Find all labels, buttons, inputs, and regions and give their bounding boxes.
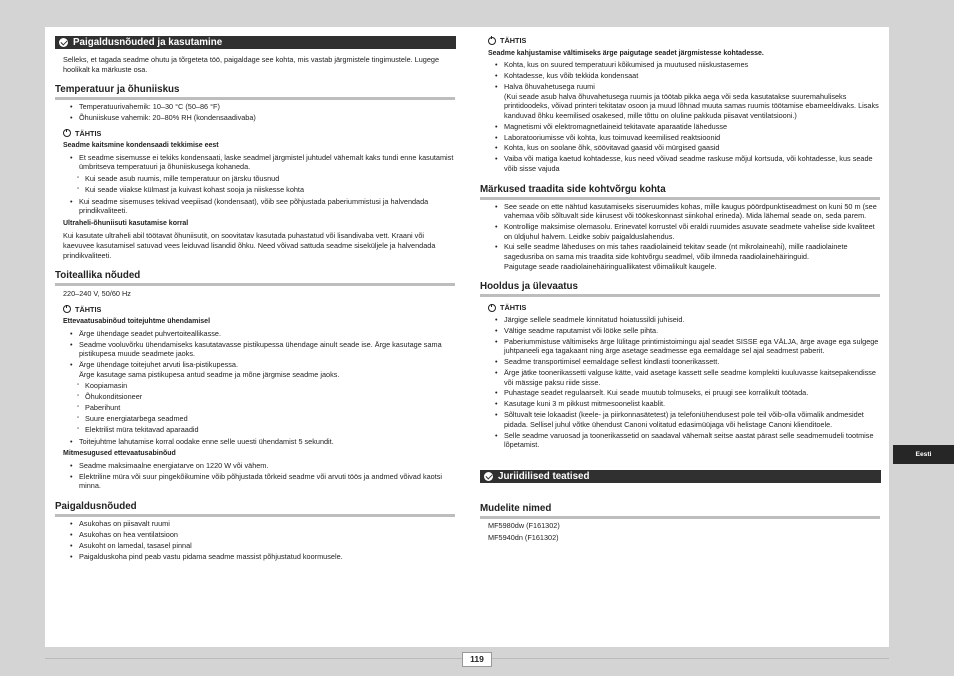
intro-text: Selleks, et tagada seadme ohutu ja tõrgeteta töö, paigaldage see kohta, mis vastab järgmistele tingimustele. Lugege hoolikalt ka märkuste osa.	[63, 55, 440, 74]
heading-temperature: Temperatuur ja õhuniiskus	[55, 84, 455, 100]
list-item: • Kontrollige maksimise olemasolu. Erinevatel korrustel või eraldi ruumides asuvate seadmete vahelise side kvaliteet on üldjuhul halvem. Leidke sobiv paigalduslahendus.	[480, 222, 880, 241]
important-note: TÄHTIS	[63, 305, 455, 315]
list-item: • Ärge jätke toonerikassetti valguse kätte, vaid asetage kassett selle seadme komplekti kuuluvasse kaitsepakendisse või mässige paksu riide sisse.	[480, 368, 880, 387]
important-note: TÄHTIS	[63, 129, 455, 139]
list-item: • Kohtadesse, kus võib tekkida kondensaat	[480, 71, 880, 81]
list-item: • Magnetismi või elektromagnetlaineid tekitavate aparaatide lähedusse	[480, 122, 880, 132]
subheading-humidifier: Ultraheli-õhuniisuti kasutamise korral	[63, 219, 189, 227]
left-column	[55, 36, 455, 561]
models-list	[480, 521, 880, 542]
list-item: • Seadme maksimaalne energiatarve on 1220 W või vähem.	[55, 461, 455, 471]
condensation-list-2	[55, 197, 455, 216]
check-icon	[484, 472, 493, 481]
list-item: • Ärge ühendage seadet puhvertoiteallikasse.	[55, 329, 455, 339]
list-item: • Asukohas on piisavalt ruumi	[55, 519, 455, 529]
important-note: TÄHTIS	[488, 303, 880, 313]
list-item: • Et seadme sisemusse ei tekiks kondensaati, laske seadmel järgmistel juhtudel vähemalt kaks tundi enne kasutamist ümbritseva temperatuuri ja õhuniiskusega kohaneda.	[55, 153, 455, 172]
list-item: • Paberiummistuse vältimiseks ärge lülitage printimistoimingu ajal seadet SISSE ega VÄLJA, ärge avage ega sulgege juhtpaneeli ega tagakaant ning ärge asetage seadmesse ega eemaldage sel ajal seadmest paberit.	[480, 337, 880, 356]
language-tab: Eesti	[893, 445, 954, 464]
model-name: MF5940dn (F161302)	[488, 532, 559, 542]
important-icon	[63, 129, 71, 137]
list-item: • Järgige sellele seadmele kinnitatud hoiatussildi juhiseid.	[480, 315, 880, 325]
list-item: • Laboratooriumisse või kohta, kus toimuvad keemilised reaktsioonid	[480, 133, 880, 143]
list-item: • Temperatuurivahemik: 10–30 °C (50–86 °F)	[55, 102, 455, 112]
power-value: 220–240 V, 50/60 Hz	[63, 289, 131, 299]
manual-page	[45, 27, 889, 647]
list-item: ▫ Õhukonditsioneer	[55, 392, 455, 402]
list-item: • Seadme vooluvõrku ühendamiseks kasutatavasse pistikupessa ühendage ainult seade ise. Ärge kasutage sama pistikupesa muude seadmete jaoks.	[55, 340, 455, 359]
list-item: • See seade on ette nähtud kasutamiseks siseruumides kohas, mille kaugus pöördpunktiseadmest on kuni 50 m (see vahemaa võib sõltuvalt side kiirusest või töökeskonnast siinkohal erineda). Mida lähemal seade on, seda parem.	[480, 202, 880, 221]
important-icon	[488, 37, 496, 45]
power-sublist	[55, 381, 455, 434]
list-item: ▫ Kui seade asub ruumis, mille temperatuur on järsku tõusnud	[55, 174, 455, 184]
list-item: • Vältige seadme raputamist või lööke selle pihta.	[480, 326, 880, 336]
list-item: • Asukoht on lamedal, tasasel pinnal	[55, 541, 455, 551]
condensation-sublist	[55, 174, 455, 194]
subheading-misc: Mitmesugused ettevaatusabinõud	[63, 450, 176, 458]
important-icon	[488, 304, 496, 312]
power-list	[55, 329, 455, 380]
install-list	[55, 519, 455, 561]
check-icon	[59, 38, 68, 47]
list-item: • Õhuniiskuse vahemik: 20–80% RH (kondensaadivaba)	[55, 113, 455, 123]
list-item: • Paigalduskoha pind peab vastu pidama seadme massist põhjustatud koormusele.	[55, 552, 455, 562]
important-note: TÄHTIS	[488, 36, 880, 46]
list-item: ▫ Suure energiatarbega seadmed	[55, 414, 455, 424]
list-item: ▫ Elektrilist müra tekitavad aparaadid	[55, 425, 455, 435]
section-bar-installation: Paigaldusnõuded ja kasutamine	[55, 36, 456, 49]
list-item: ▫ Koopiamasin	[55, 381, 455, 391]
list-item: • Toitejuhtme lahutamise korral oodake enne selle uuesti ühendamist 5 sekundit.	[55, 437, 455, 447]
heading-power: Toiteallika nõuded	[55, 270, 455, 286]
list-item: • Kasutage kuni 3 m pikkust mitmesoonelist kaablit.	[480, 399, 880, 409]
page-number: 119	[462, 652, 492, 667]
humidifier-text: Kui kasutate ultraheli abil töötavat õhuniisutit, on soovitatav kasutada puhastatud või lisandivaba vett. Kraani või kaevuvee kasutamisel satuvad vees leiduvad lisandid õhku. Need võivad sattuda seadme siseküljele ja halvendada prindikvaliteeti.	[63, 231, 436, 260]
heading-maintenance: Hooldus ja ülevaatus	[480, 281, 880, 297]
maintenance-list	[480, 315, 880, 450]
list-item: ▫ Kui seade viiakse külmast ja kuivast kohast sooja ja niiskesse kohta	[55, 185, 455, 195]
model-name: MF5980dw (F161302)	[488, 520, 560, 530]
list-item: • Kui seadme sisemuses tekivad veepiisad (kondensaat), võib see põhjustada paberiummistusi ja halvendada prindikvaliteeti.	[55, 197, 455, 216]
power-list-3	[55, 461, 455, 491]
heading-models: Mudelite nimed	[480, 503, 880, 519]
list-item: • Ärge ühendage toitejuhet arvuti lisa-pistikupessa. Ärge kasutage sama pistikupesa antud seadme ja mõne järgmise seadme jaoks.	[55, 360, 455, 379]
right-column	[480, 36, 880, 542]
list-item: • Vaiba või matiga kaetud kohtadesse, kus need võivad seadme raskuse mõjul kortsuda, või kohtadesse, kus seade võib sisse vajuda	[480, 154, 880, 173]
heading-install: Paigaldusnõuded	[55, 501, 455, 517]
temp-list	[55, 102, 455, 122]
list-item: • Seadme transportimisel eemaldage sellest kindlasti toonerikassett.	[480, 357, 880, 367]
list-item: • Kohta, kus on soolane õhk, söövitavad gaasid või mürgised gaasid	[480, 143, 880, 153]
list-item: • Puhastage seadet regulaarselt. Kui seade muutub tolmuseks, ei pruugi see korralikult töötada.	[480, 388, 880, 398]
list-item: ▫ Paberihunt	[55, 403, 455, 413]
subheading-avoid: Seadme kahjustamise vältimiseks ärge paigutage seadet järgmistesse kohtadesse.	[488, 49, 764, 57]
list-item: • Halva õhuvahetusega ruumi (Kui seade asub halva õhuvahetusega ruumis ja töötab pikka aega või seda kasutatakse suuremahuliseks printidoodeks, võivad printeri tekitatav osoon ja muud lõhnad muuta samas ruumis töötamise ebameeldivaks. Lisaks kanduvad õhku keemilised osakesed, mille tõttu on oluline pakkuda piisavat ventilatsiooni.)	[480, 82, 880, 120]
list-item: • Asukohas on hea ventilatsioon	[55, 530, 455, 540]
subheading-power-cord: Ettevaatusabinõud toitejuhtme ühendamisel	[63, 318, 211, 326]
avoid-list	[480, 60, 880, 173]
subheading-condensation: Seadme kaitsmine kondensaadi tekkimise eest	[63, 142, 219, 150]
important-icon	[63, 305, 71, 313]
heading-wireless: Märkused traadita side kohtvõrgu kohta	[480, 184, 880, 200]
list-item: • Selle seadme varuosad ja toonerikassetid on saadaval vähemalt seitse aastat pärast selle seadmemudeli tootmise lõpetamist.	[480, 431, 880, 450]
power-list-2	[55, 437, 455, 447]
wireless-list	[480, 202, 880, 272]
list-item: • Elektriline müra või suur pingekõikumine võib põhjustada tõrkeid seadme või arvuti töös ja andmed võivad kaotsi minna.	[55, 472, 455, 491]
list-item: • Kohta, kus on suured temperatuuri kõikumised ja muutused niiskustasemes	[480, 60, 880, 70]
condensation-list	[55, 153, 455, 172]
list-item: • Kui selle seadme läheduses on mis tahes raadiolaineid tekitav seade (nt mikrolaineahi), mille raadiolainete sagedusriba on sama mis traadita side kohtvõrgu seadmel, võib ilmneda raadiolainehäiringuid. Paigutage seade raadiolainehäiringuallikatest võimalikult kaugele.	[480, 242, 880, 271]
list-item: • Sõltuvalt teie lokaadist (keele- ja piirkonnasätetest) ja telefoniühendusest pole teil võib-olla võimalik andmesidet pidada. Sellisel juhul võtke ühendust Canoni volitatud edasimüüjaga või helistage Canoni klienditoele.	[480, 410, 880, 429]
section-bar-legal: Juriidilised teatised	[480, 470, 881, 483]
